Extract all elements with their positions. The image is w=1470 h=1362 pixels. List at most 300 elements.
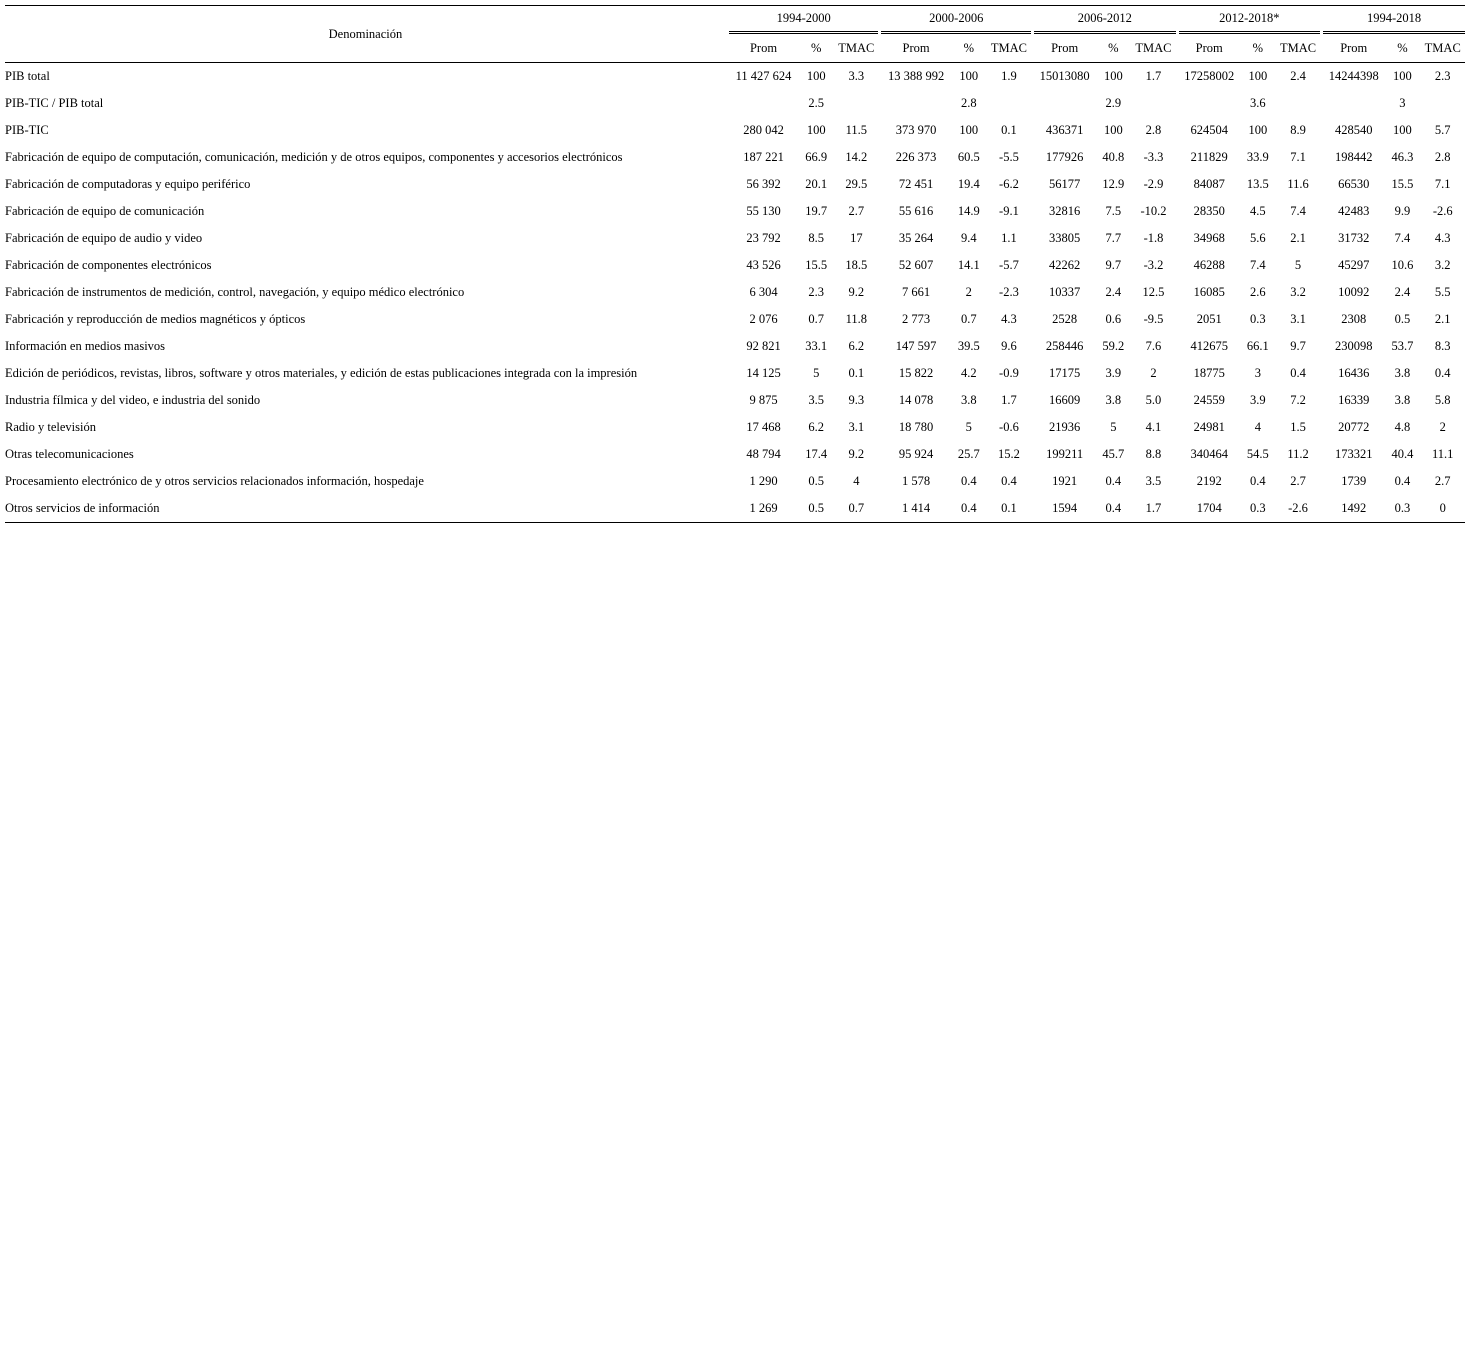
table-row (5, 333, 1465, 360)
subcolumn-header: % (801, 34, 831, 63)
table-cell: 1921 (1052, 474, 1078, 489)
table-cell: 4.2 (960, 366, 977, 381)
table-cell: 0.1 (987, 495, 1031, 523)
table-cell: 9.7 (1105, 258, 1122, 273)
table-cell: 3.9 (1250, 393, 1266, 408)
table-cell: -5.7 (999, 258, 1019, 273)
table-cell: 0.6 (1105, 312, 1122, 327)
table-cell: 0.4 (1098, 495, 1128, 523)
table-cell: 46288 (1193, 258, 1225, 273)
table-cell: 0.5 (808, 474, 824, 489)
table-cell: 0.7 (960, 312, 977, 327)
table-cell: 12.9 (1102, 177, 1125, 192)
table-cell: 7.4 (1250, 258, 1266, 273)
table-cell: 428540 (1334, 123, 1373, 138)
table-cell: 2192 (1196, 474, 1222, 489)
table-cell: 54.5 (1246, 447, 1269, 462)
row-label: Fabricación de equipo de comunicación (5, 204, 205, 219)
table-cell: 9.6 (1001, 339, 1017, 354)
table-cell: 10092 (1338, 285, 1370, 300)
table-cell: 66.1 (1246, 339, 1269, 354)
table-cell: 0.4 (1290, 366, 1306, 381)
row-label: Otros servicios de información (5, 495, 726, 523)
table-cell: 1.7 (1131, 495, 1175, 523)
table-cell: 5.8 (1434, 393, 1451, 408)
table-cell (1323, 90, 1384, 117)
table-cell: 2.7 (1290, 474, 1306, 489)
period-header: 1994-2018 (1323, 5, 1465, 34)
table-cell: 29.5 (845, 177, 868, 192)
table-cell: 211829 (1190, 150, 1228, 165)
table-cell: 10337 (1049, 285, 1081, 300)
denominacion-header: Denominación (5, 5, 726, 63)
table-row (5, 279, 1465, 306)
table-cell: 0.3 (1387, 495, 1417, 523)
table-cell: 5 (965, 420, 972, 435)
table-cell: 31732 (1338, 231, 1370, 246)
table-cell: 46.3 (1391, 150, 1414, 165)
table-cell: 16609 (1049, 393, 1081, 408)
table-cell: 48 794 (746, 447, 781, 462)
table-cell: 198442 (1334, 150, 1373, 165)
table-cell: -10.2 (1140, 204, 1167, 219)
table-cell: 3.8 (1394, 393, 1411, 408)
table-cell: 100 (1248, 123, 1268, 138)
table-row (5, 468, 1465, 495)
table-cell: 6.2 (808, 420, 824, 435)
table-cell: 1.9 (1001, 69, 1017, 84)
table-cell: 16085 (1193, 285, 1225, 300)
table-cell: 18775 (1193, 366, 1225, 381)
row-label: Radio y televisión (5, 420, 96, 435)
table-cell: 66530 (1338, 177, 1370, 192)
row-label: Fabricación de instrumentos de medición, control, navegación, y equipo médico electrónico (5, 285, 465, 300)
table-cell: 34968 (1193, 231, 1225, 246)
table-cell: 1.7 (1145, 69, 1162, 84)
table-cell: -9.1 (999, 204, 1019, 219)
table-cell: 16339 (1338, 393, 1370, 408)
table-cell: 0.1 (1001, 123, 1017, 138)
table-cell: 7.4 (1290, 204, 1306, 219)
table-cell (729, 90, 798, 117)
table-cell: 2 (1150, 366, 1157, 381)
table-cell: 0.4 (1250, 474, 1266, 489)
subcolumn-header: Prom (881, 34, 950, 63)
table-row (5, 387, 1465, 414)
table-cell (987, 90, 1031, 117)
table-cell: 8.3 (1434, 339, 1451, 354)
table-cell: 17 (850, 231, 863, 246)
subcolumn-header: Prom (1034, 34, 1095, 63)
table-cell: 0.7 (808, 312, 824, 327)
table-cell: 2.1 (1290, 231, 1306, 246)
table-cell: 2.4 (1290, 69, 1306, 84)
table-cell: 1704 (1179, 495, 1240, 523)
table-cell: 5.7 (1434, 123, 1451, 138)
table-cell: 1.5 (1290, 420, 1306, 435)
table-cell: 3.2 (1290, 285, 1306, 300)
table-cell: 147 597 (895, 339, 937, 354)
table-cell: 100 (1103, 123, 1123, 138)
table-cell: 15.5 (1391, 177, 1414, 192)
table-cell: 92 821 (746, 339, 781, 354)
table-cell: 199211 (1046, 447, 1084, 462)
table-cell: 412675 (1190, 339, 1228, 354)
table-cell: 1 290 (749, 474, 778, 489)
table-cell: -0.9 (999, 366, 1019, 381)
table-cell: 95 924 (898, 447, 934, 462)
table-cell: 9.4 (960, 231, 977, 246)
table-cell: 10.6 (1391, 258, 1414, 273)
table-cell: -1.8 (1143, 231, 1164, 246)
table-cell: 4.3 (1434, 231, 1451, 246)
table-cell: 0.4 (1434, 366, 1451, 381)
table-cell: 14.1 (957, 258, 980, 273)
table-cell: 17 468 (746, 420, 781, 435)
table-cell: -5.5 (999, 150, 1019, 165)
table-cell (1179, 90, 1240, 117)
table-cell: 2.4 (1105, 285, 1122, 300)
table-cell: 226 373 (895, 150, 937, 165)
table-cell (1276, 90, 1320, 117)
table-cell: 8.8 (1145, 447, 1162, 462)
row-label: Edición de periódicos, revistas, libros, software y otros materiales, y edición de estas publicaciones integrada con la impresión (5, 366, 638, 381)
table-cell: 5.5 (1434, 285, 1451, 300)
table-cell: 15013080 (1039, 69, 1090, 84)
table-cell: 25.7 (957, 447, 980, 462)
table-cell: 45.7 (1102, 447, 1125, 462)
table-cell: -0.6 (999, 420, 1019, 435)
row-label: Procesamiento electrónico de y otros servicios relacionados información, hospedaje (5, 474, 424, 489)
row-label: Fabricación de componentes electrónicos (5, 258, 212, 273)
table-cell: 3.1 (848, 420, 865, 435)
table-cell: 4.5 (1250, 204, 1266, 219)
table-cell: 2308 (1341, 312, 1367, 327)
table-cell: 33.9 (1246, 150, 1269, 165)
row-label: PIB-TIC (5, 123, 49, 138)
table-cell: 17.4 (805, 447, 828, 462)
table-cell: 0.4 (1394, 474, 1411, 489)
table-row (5, 225, 1465, 252)
subcolumn-header: Prom (1323, 34, 1384, 63)
table-cell: 0.4 (960, 474, 977, 489)
table-cell: 1 269 (729, 495, 798, 523)
table-cell: 56177 (1049, 177, 1081, 192)
table-cell: 2.6 (1250, 285, 1266, 300)
table-cell: -2.6 (1276, 495, 1320, 523)
table-cell: 100 (1103, 69, 1123, 84)
subcolumn-header: % (1098, 34, 1128, 63)
table-cell: 230098 (1334, 339, 1373, 354)
table-cell: 13 388 992 (887, 69, 945, 84)
table-row (5, 144, 1465, 171)
table-row (5, 117, 1465, 144)
table-row (5, 63, 1465, 90)
table-cell: 0.3 (1250, 312, 1266, 327)
table-cell: 624504 (1190, 123, 1228, 138)
table-cell: 9 875 (749, 393, 778, 408)
table-cell: 2.8 (1145, 123, 1162, 138)
table-cell: 1.7 (1001, 393, 1017, 408)
table-body (5, 63, 1465, 523)
table-cell: 3 (1399, 96, 1406, 111)
table-cell (1131, 90, 1175, 117)
table-cell: 187 221 (743, 150, 784, 165)
table-cell: 14244398 (1328, 69, 1379, 84)
table-cell: 0.3 (1243, 495, 1273, 523)
table-cell: 11.5 (845, 123, 868, 138)
table-cell: -2.3 (999, 285, 1019, 300)
table-cell (1420, 90, 1465, 117)
table-cell: 2 (965, 285, 972, 300)
table-cell: 9.7 (1290, 339, 1306, 354)
table-cell: 0.5 (801, 495, 831, 523)
table-cell: 3.3 (848, 69, 865, 84)
table-cell: 13.5 (1246, 177, 1269, 192)
table-cell: 4.8 (1394, 420, 1411, 435)
table-cell: 1 414 (881, 495, 950, 523)
period-header: 1994-2000 (729, 5, 879, 34)
table-cell: 7.7 (1105, 231, 1122, 246)
table-cell: 258446 (1045, 339, 1084, 354)
table-cell: 3.8 (1105, 393, 1122, 408)
table-cell: 3.9 (1105, 366, 1122, 381)
table-cell: 9.2 (848, 447, 865, 462)
table-cell: 24559 (1193, 393, 1225, 408)
table-cell: 1492 (1323, 495, 1384, 523)
table-cell: 84087 (1193, 177, 1225, 192)
row-label: Otras telecomunicaciones (5, 447, 134, 462)
table-cell: 40.4 (1391, 447, 1414, 462)
table-cell: 33.1 (805, 339, 828, 354)
table-cell: 3.6 (1250, 96, 1266, 111)
table-cell: 1 578 (902, 474, 931, 489)
table-cell: 11.2 (1287, 447, 1309, 462)
table-cell: 5 (1294, 258, 1302, 273)
table-cell: 55 130 (746, 204, 781, 219)
table-cell: 173321 (1334, 447, 1373, 462)
table-cell: 2 773 (902, 312, 931, 327)
table-cell: 3.5 (808, 393, 824, 408)
table-cell: 42483 (1338, 204, 1370, 219)
table-header (5, 5, 1465, 63)
table-cell: 43 526 (746, 258, 781, 273)
pib-tic-table (5, 5, 1465, 523)
table-cell: 436371 (1045, 123, 1084, 138)
table-cell: 7.4 (1394, 231, 1411, 246)
table-cell: 18 780 (898, 420, 934, 435)
table-cell: 100 (806, 69, 826, 84)
table-cell: 100 (1393, 69, 1412, 84)
table-cell: 53.7 (1391, 339, 1414, 354)
table-cell: 19.4 (957, 177, 980, 192)
subcolumn-header: TMAC (1276, 34, 1320, 63)
row-label: Información en medios masivos (5, 339, 166, 354)
table-cell: 100 (959, 69, 979, 84)
table-cell: 42262 (1049, 258, 1081, 273)
row-label: Fabricación de equipo de audio y video (5, 231, 203, 246)
table-cell: -6.2 (999, 177, 1019, 192)
table-cell: 1594 (1034, 495, 1095, 523)
subcolumn-header: % (1387, 34, 1417, 63)
period-header: 2006-2012 (1034, 5, 1176, 34)
table-cell: 11.6 (1287, 177, 1309, 192)
table-cell: 2.7 (848, 204, 865, 219)
table-cell: 2.9 (1105, 96, 1122, 111)
period-header: 2012-2018* (1179, 5, 1321, 34)
table-cell: 39.5 (957, 339, 980, 354)
table-cell: 2.5 (808, 96, 824, 111)
table-cell: 100 (1393, 123, 1412, 138)
subcolumn-header: % (1243, 34, 1273, 63)
table-cell: 5.6 (1250, 231, 1266, 246)
table-cell: 14.9 (957, 204, 980, 219)
table-cell: 59.2 (1102, 339, 1125, 354)
table-cell: 52 607 (898, 258, 934, 273)
table-cell: 100 (1248, 69, 1268, 84)
period-header: 2000-2006 (881, 5, 1031, 34)
table-cell: 14.2 (845, 150, 868, 165)
table-cell: 0.5 (1394, 312, 1411, 327)
table-cell: 0.7 (834, 495, 878, 523)
table-cell: 4.1 (1145, 420, 1162, 435)
table-cell: 23 792 (746, 231, 781, 246)
table-row (5, 495, 1465, 523)
table-cell: 3 (1254, 366, 1261, 381)
table-cell: 16436 (1338, 366, 1370, 381)
table-row (5, 306, 1465, 333)
table-cell: 4 (1254, 420, 1261, 435)
table-cell: 14 125 (746, 366, 781, 381)
table-cell: 2 (1439, 420, 1446, 435)
table-cell: 2051 (1196, 312, 1222, 327)
table-cell: 4 (853, 474, 860, 489)
table-cell: 17258002 (1184, 69, 1235, 84)
table-cell: 340464 (1190, 447, 1228, 462)
row-label: PIB total (5, 69, 50, 84)
subcolumn-header: TMAC (987, 34, 1031, 63)
table-cell: 3.8 (960, 393, 977, 408)
table-cell: -2.9 (1143, 177, 1164, 192)
table-cell: 8.5 (808, 231, 824, 246)
table-cell (881, 90, 950, 117)
subcolumn-header: Prom (1179, 34, 1240, 63)
table-cell: 72 451 (898, 177, 934, 192)
table-cell: 100 (959, 123, 979, 138)
row-label: PIB-TIC / PIB total (5, 96, 104, 111)
table-cell: 40.8 (1102, 150, 1125, 165)
table-cell: 5 (813, 366, 820, 381)
table-cell: 15 822 (898, 366, 934, 381)
table-cell: 21936 (1049, 420, 1081, 435)
table-cell: 11 427 624 (735, 69, 792, 84)
table-cell: 7.1 (1290, 150, 1306, 165)
table-cell: 0.4 (954, 495, 984, 523)
table-cell: 45297 (1338, 258, 1370, 273)
subcolumn-header: % (954, 34, 984, 63)
table-cell: 9.2 (848, 285, 865, 300)
table-row (5, 441, 1465, 468)
table-cell: 14 078 (898, 393, 934, 408)
table-cell: 66.9 (805, 150, 828, 165)
row-label: Fabricación y reproducción de medios magnéticos y ópticos (5, 312, 306, 327)
table-cell: 3.8 (1394, 366, 1411, 381)
table-cell: 6.2 (848, 339, 865, 354)
table-cell: 11.1 (1432, 447, 1454, 462)
table-cell: 20.1 (805, 177, 828, 192)
table-cell: 3.2 (1434, 258, 1451, 273)
table-cell: 3.5 (1145, 474, 1162, 489)
table-cell (834, 90, 878, 117)
table-cell: 5 (1110, 420, 1117, 435)
table-cell: 12.5 (1142, 285, 1165, 300)
table-cell: 9.3 (848, 393, 865, 408)
table-cell: -3.2 (1143, 258, 1164, 273)
row-label: Fabricación de computadoras y equipo periférico (5, 177, 251, 192)
table-cell: 177926 (1045, 150, 1084, 165)
table-cell: 9.9 (1394, 204, 1411, 219)
table-cell: 28350 (1193, 204, 1225, 219)
table-cell: 2 076 (749, 312, 778, 327)
table-cell: 60.5 (957, 150, 980, 165)
row-label: Industria fílmica y del video, e industria del sonido (5, 393, 261, 408)
table-cell: 2.3 (808, 285, 824, 300)
table-cell: 2.7 (1434, 474, 1451, 489)
table-cell: 280 042 (743, 123, 784, 138)
table-cell: 0.1 (848, 366, 865, 381)
table-cell: 0 (1420, 495, 1465, 523)
table-cell: 2528 (1052, 312, 1078, 327)
table-cell: 2.8 (960, 96, 977, 111)
table-cell: 7 661 (902, 285, 931, 300)
table-cell: 7.5 (1105, 204, 1122, 219)
subcolumn-header: TMAC (1420, 34, 1465, 63)
table-cell: 11.8 (845, 312, 868, 327)
table-cell: -2.6 (1432, 204, 1453, 219)
table-row (5, 414, 1465, 441)
table-row (5, 90, 1465, 117)
table-cell: 0.4 (1105, 474, 1122, 489)
table-cell: 7.2 (1290, 393, 1306, 408)
table-cell: 100 (806, 123, 826, 138)
table-cell: 7.1 (1434, 177, 1451, 192)
table-row (5, 171, 1465, 198)
table-cell: 0.4 (1001, 474, 1017, 489)
table-cell: 35 264 (898, 231, 934, 246)
table-cell: 8.9 (1290, 123, 1306, 138)
table-cell: 6 304 (749, 285, 778, 300)
table-cell: -9.5 (1143, 312, 1164, 327)
table-cell: 33805 (1049, 231, 1081, 246)
table-cell: 3.1 (1290, 312, 1306, 327)
table-cell: 2.3 (1434, 69, 1451, 84)
table-cell: 373 970 (895, 123, 937, 138)
table-row (5, 198, 1465, 225)
subcolumn-header: TMAC (1131, 34, 1175, 63)
table-cell: 32816 (1049, 204, 1081, 219)
table-cell: 2.1 (1434, 312, 1451, 327)
table-row (5, 360, 1465, 387)
table-cell: 4.3 (1001, 312, 1017, 327)
table-cell: 56 392 (746, 177, 781, 192)
table-cell: 5.0 (1145, 393, 1162, 408)
table-cell: 55 616 (898, 204, 934, 219)
table-cell: 1.1 (1001, 231, 1017, 246)
row-label: Fabricación de equipo de computación, comunicación, medición y de otros equipos, componentes y accesorios electrónicos (5, 150, 623, 165)
table-cell: 20772 (1338, 420, 1370, 435)
table-cell: 17175 (1049, 366, 1081, 381)
table-cell: 1739 (1341, 474, 1367, 489)
